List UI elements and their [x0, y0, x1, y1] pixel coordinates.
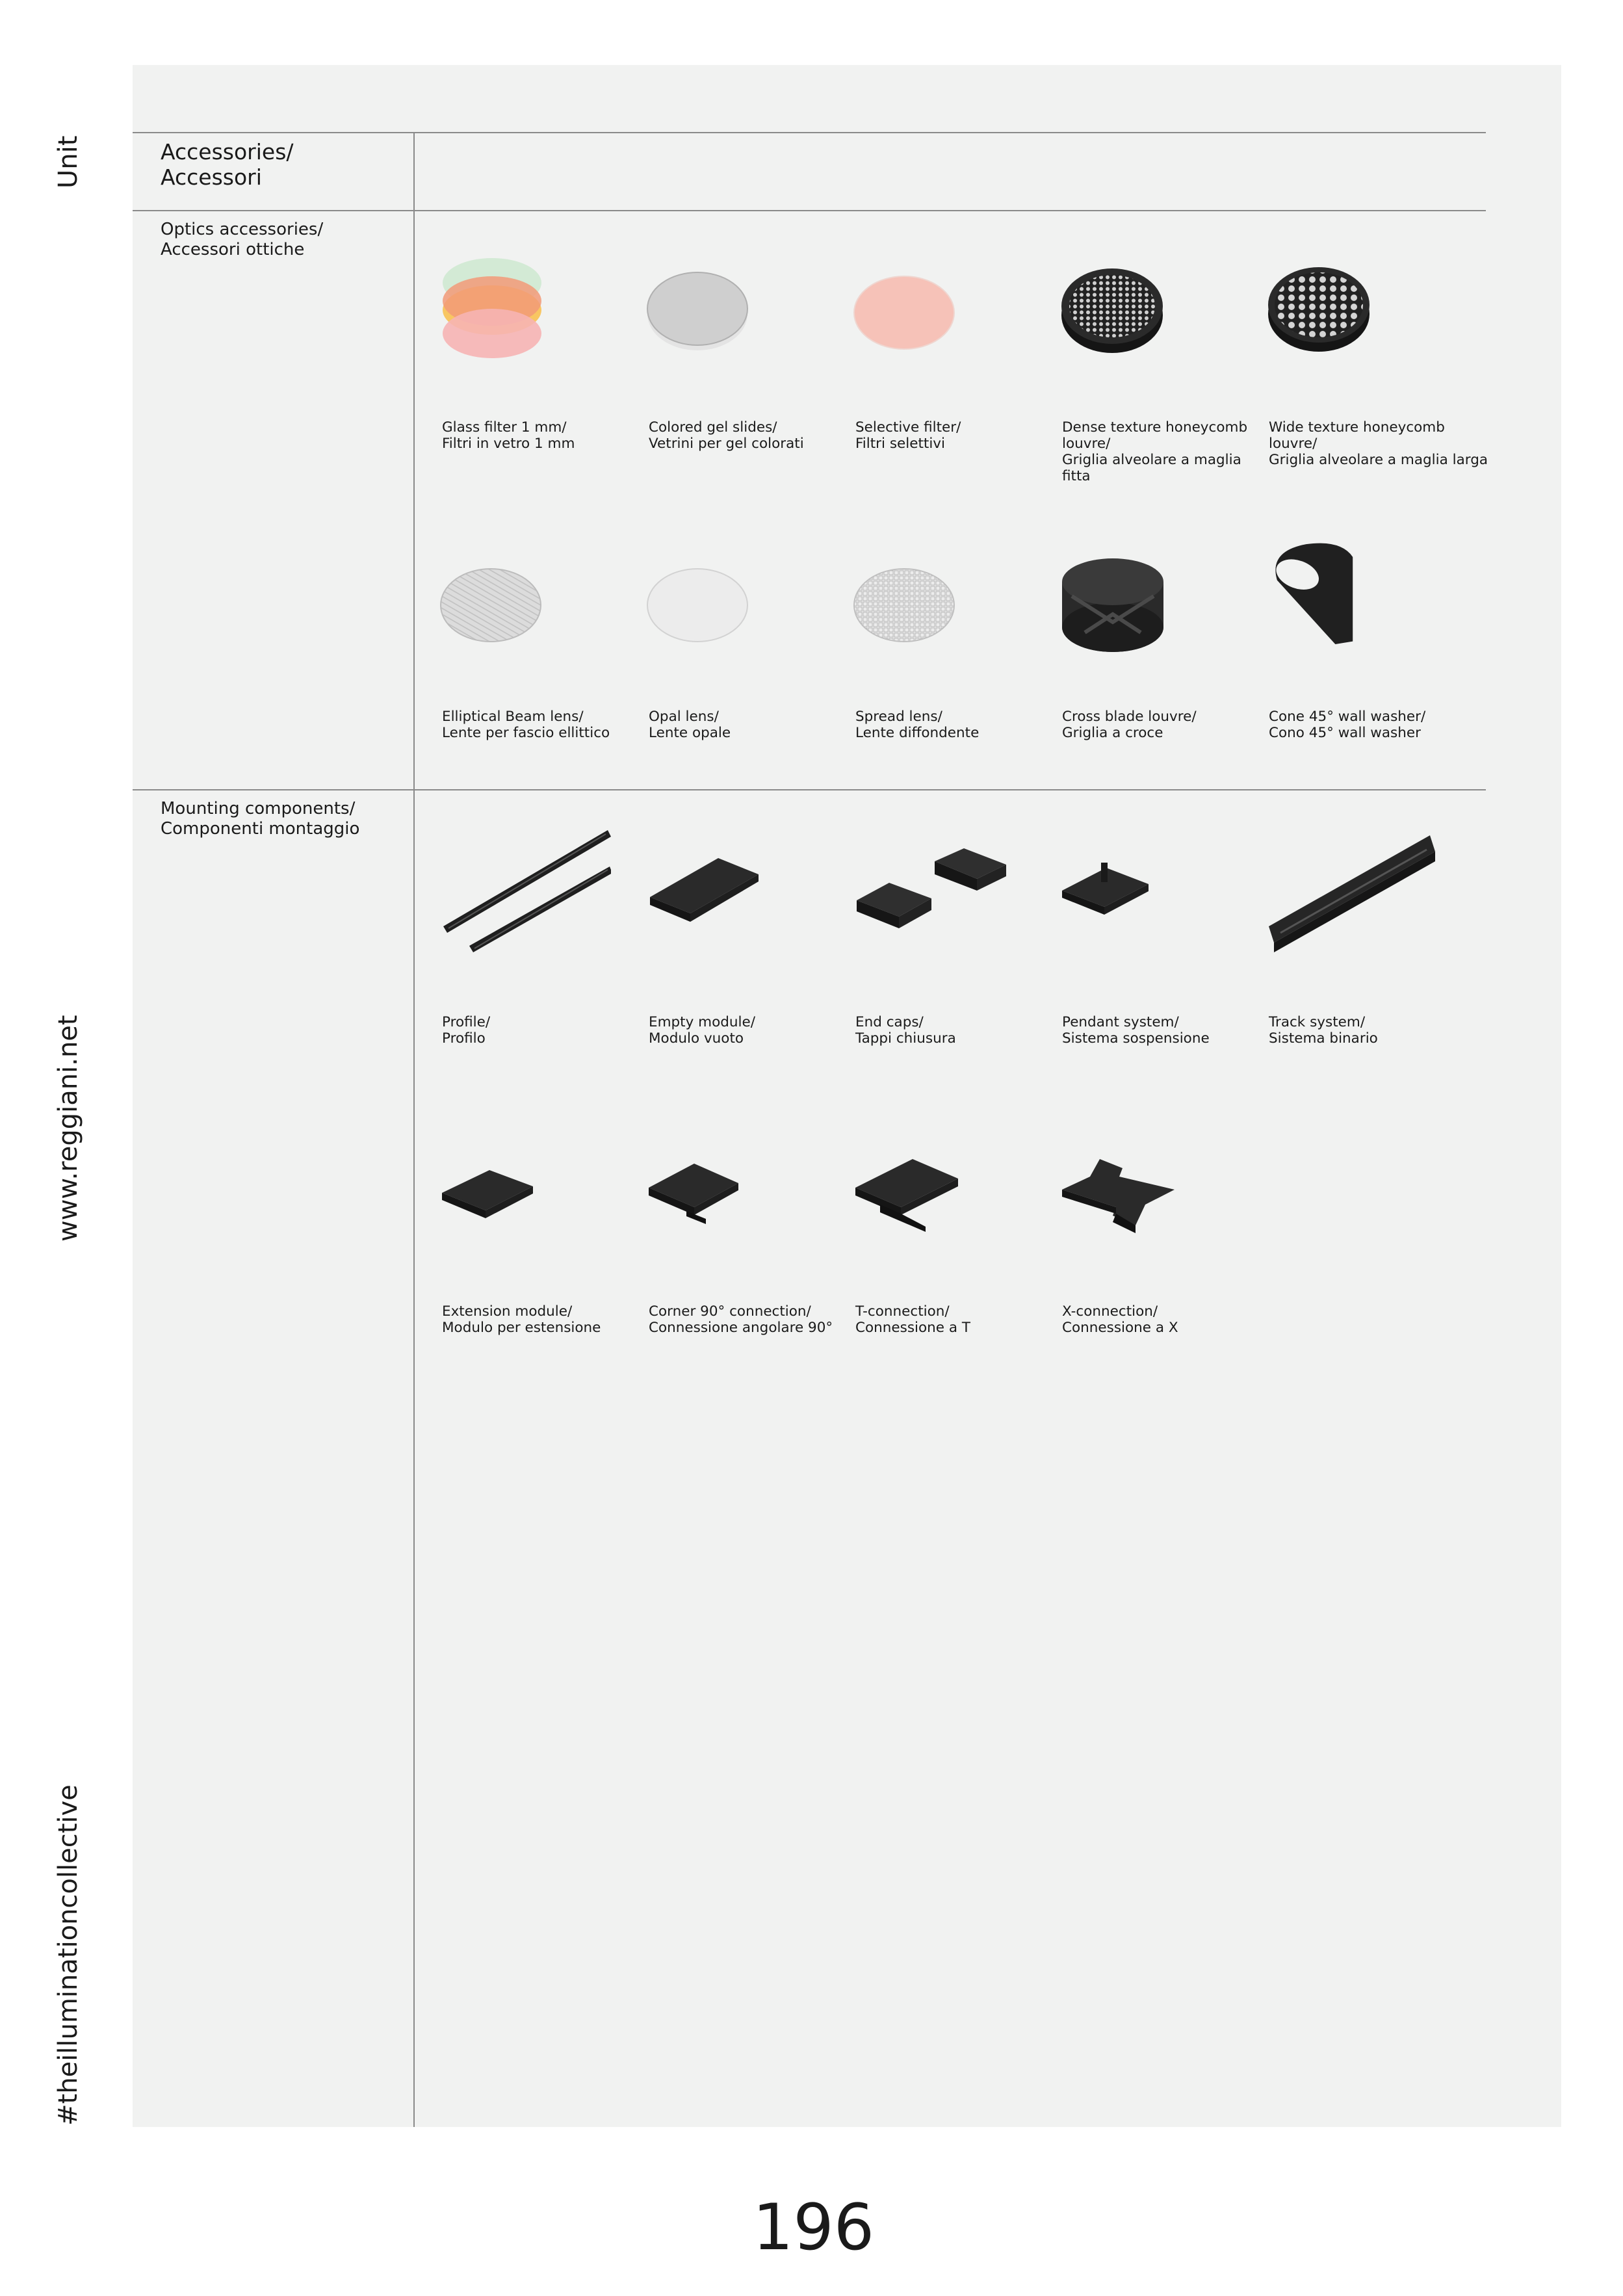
cone-wall-washer-image	[1266, 540, 1376, 650]
caption-line: Colored gel slides/	[649, 419, 777, 436]
caption-elliptical-beam-lens	[442, 709, 643, 741]
caption-line: Pendant system/	[1062, 1014, 1179, 1030]
glass-filter-image	[439, 257, 549, 367]
caption-cross-blade-louvre	[1062, 709, 1264, 741]
caption-line: Cross blade louvre/	[1062, 709, 1197, 725]
caption-line: Spread lens/	[855, 709, 942, 725]
caption-empty-module	[649, 1014, 850, 1047]
caption-line: Track system/	[1269, 1014, 1366, 1030]
end-caps-image	[853, 845, 1022, 949]
track-system-image	[1267, 829, 1436, 959]
caption-line: Profile/	[442, 1014, 491, 1030]
x-connection-image	[1061, 1154, 1178, 1245]
caption-line: Glass filter 1 mm/	[442, 419, 567, 436]
divider-sections	[133, 789, 1486, 790]
caption-line: X-connection/	[1062, 1303, 1158, 1320]
caption-line: Modulo vuoto	[649, 1030, 744, 1047]
caption-line: Lente diffondente	[855, 725, 980, 741]
caption-line: Extension module/	[442, 1303, 573, 1320]
caption-line: End caps/	[855, 1014, 924, 1030]
caption-corner-connection	[649, 1303, 857, 1336]
caption-profile	[442, 1014, 643, 1047]
caption-line: Lente per fascio ellittico	[442, 725, 610, 741]
caption-opal-lens	[649, 709, 850, 741]
colored-gel-slides-image	[645, 257, 756, 367]
caption-line: Griglia alveolare a maglia larga	[1269, 452, 1488, 468]
column-divider	[413, 132, 415, 2127]
spread-lens-image	[852, 549, 963, 660]
extension-module-image	[441, 1164, 538, 1235]
section-title-optics	[161, 220, 323, 260]
content-panel	[133, 65, 1561, 2127]
pendant-system-image	[1061, 855, 1152, 926]
caption-line: Opal lens/	[649, 709, 719, 725]
caption-line: Filtri selettivi	[855, 436, 945, 452]
corner-connection-image	[647, 1154, 745, 1238]
caption-line: Elliptical Beam lens/	[442, 709, 584, 725]
caption-wide-honeycomb	[1269, 419, 1490, 468]
section-title-line: Mounting components/	[161, 799, 356, 818]
side-label-website: www.reggiani.net	[53, 1015, 83, 1242]
side-label-hashtag: #theilluminationcollective	[53, 1784, 83, 2126]
caption-line: Sistema binario	[1269, 1030, 1378, 1047]
caption-glass-filter	[442, 419, 643, 452]
caption-line: Connessione a X	[1062, 1320, 1178, 1336]
empty-module-image	[647, 852, 764, 930]
caption-line: Wide texture honeycomb	[1269, 419, 1445, 436]
caption-line: Vetrini per gel colorati	[649, 436, 804, 452]
caption-line: Dense texture honeycomb	[1062, 419, 1248, 436]
caption-line: Griglia alveolare a maglia	[1062, 452, 1241, 468]
section-title-line: Componenti montaggio	[161, 819, 360, 839]
caption-line: Cone 45° wall washer/	[1269, 709, 1426, 725]
t-connection-image	[854, 1154, 965, 1238]
elliptical-beam-lens-image	[439, 549, 549, 660]
caption-line: Modulo per estensione	[442, 1320, 601, 1336]
selective-filter-image	[852, 257, 963, 367]
caption-line: Connessione angolare 90°	[649, 1320, 833, 1336]
table-header	[161, 139, 294, 190]
side-label-unit: Unit	[53, 135, 83, 189]
cross-blade-louvre-image	[1059, 549, 1169, 660]
caption-dense-honeycomb	[1062, 419, 1264, 484]
caption-t-connection	[855, 1303, 1057, 1336]
caption-extension-module	[442, 1303, 643, 1336]
caption-line: Empty module/	[649, 1014, 755, 1030]
section-title-line: Accessori ottiche	[161, 240, 305, 259]
caption-colored-gel-slides	[649, 419, 850, 452]
caption-line: Selective filter/	[855, 419, 961, 436]
caption-line: T-connection/	[855, 1303, 950, 1320]
section-title-line: Optics accessories/	[161, 220, 324, 239]
divider-header	[133, 210, 1486, 211]
opal-lens-image	[645, 549, 756, 660]
caption-line: Corner 90° connection/	[649, 1303, 811, 1320]
section-title-mounting	[161, 799, 359, 839]
divider-top	[133, 132, 1486, 133]
caption-x-connection	[1062, 1303, 1264, 1336]
caption-line: Filtri in vetro 1 mm	[442, 436, 575, 452]
caption-line: Griglia a croce	[1062, 725, 1163, 741]
caption-spread-lens	[855, 709, 1057, 741]
caption-cone-wall-washer	[1269, 709, 1470, 741]
header-line-2: Accessori	[161, 164, 262, 190]
caption-end-caps	[855, 1014, 1057, 1047]
caption-track-system	[1269, 1014, 1470, 1047]
header-line-1: Accessories/	[161, 139, 294, 164]
profile-image	[442, 829, 611, 959]
caption-line: Profilo	[442, 1030, 486, 1047]
caption-line: Connessione a T	[855, 1320, 971, 1336]
caption-pendant-system	[1062, 1014, 1264, 1047]
wide-honeycomb-louvre-image	[1266, 257, 1376, 367]
caption-line: louvre/	[1269, 436, 1318, 452]
caption-line: Tappi chiusura	[855, 1030, 956, 1047]
caption-selective-filter	[855, 419, 1057, 452]
caption-line: louvre/	[1062, 436, 1111, 452]
page-number: 196	[753, 2191, 875, 2265]
caption-line: Sistema sospensione	[1062, 1030, 1210, 1047]
dense-honeycomb-louvre-image	[1059, 257, 1169, 367]
caption-line: Cono 45° wall washer	[1269, 725, 1421, 741]
caption-line: fitta	[1062, 468, 1091, 484]
caption-line: Lente opale	[649, 725, 731, 741]
